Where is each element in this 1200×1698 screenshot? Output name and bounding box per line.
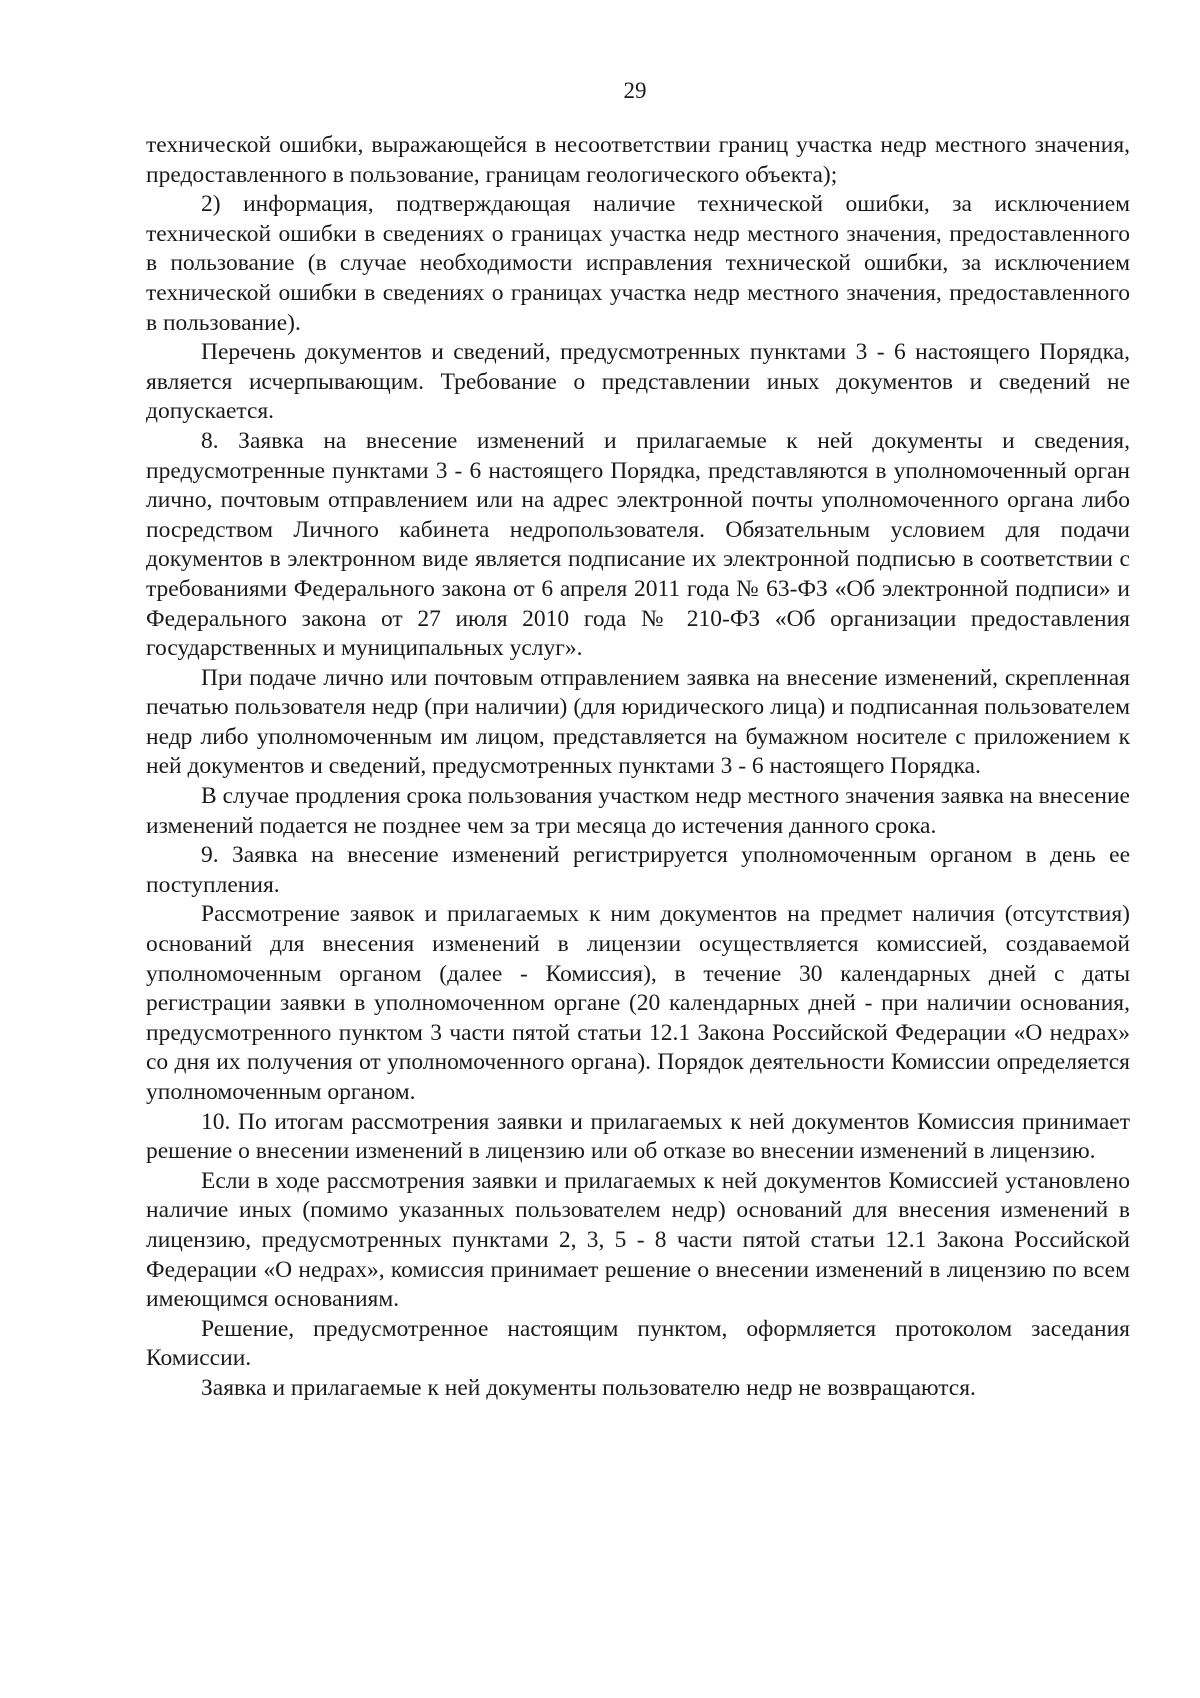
paragraph-paper-submission: При подаче лично или почтовым отправлением заявка на внесение изменений, скрепленная печатью пользователя недр (при наличии) (для юридического лица) и подписанная пользователем недр либо уполномоченным им лицом, представляется на бумажном носителе с приложением к ней документов и сведений, предусмотренных пунктами 3 - 6 настоящего Порядка. [146,664,1130,780]
page-number: 29 [623,78,647,103]
paragraph-commission-review: Рассмотрение заявок и прилагаемых к ним документов на предмет наличия (отсутствия) оснований для внесения изменений в лицензии осуществляется комиссией, создаваемой уполномоченным органом (далее - Комиссия), в течение 30 календарных дней с даты регистрации заявки в уполномоченном органе (20 календарных дней - при наличии основания, предусмотренного пунктом 3 части пятой статьи 12.1 Закона Российской Федерации «О недрах» со дня их получения от уполномоченного органа). Порядок деятельности Комиссии определяется уполномоченным органом. [146,901,1130,1105]
paragraph-not-returned: Заявка и прилагаемые к ней документы пользователю недр не возвращаются. [201,1374,976,1401]
paragraph-clause-8: 8. Заявка на внесение изменений и прилагаемые к ней документы и сведения, предусмотренные пунктами 3 - 6 настоящего Порядка, представляются в уполномоченный орган лично, почтовым отправлением или на адрес электронной почты уполномоченного органа либо посредством Личного кабинета недропользователя. Обязательным условием для подачи документов в электронном виде является подписание их электронной подписью в соответствии с требованиями Федерального закона от 6 апреля 2011 года № 63-ФЗ «Об электронной подписи» и Федерального закона от 27 июля 2010 года № 210-ФЗ «Об организации предоставления государственных и муниципальных услуг». [146,427,1130,662]
paragraph-other-grounds: Если в ходе рассмотрения заявки и прилагаемых к ней документов Комиссией установлено наличие иных (помимо указанных пользователем недр) оснований для внесения изменений в лицензию, предусмотренных пунктами 2, 3, 5 - 8 части пятой статьи 12.1 Закона Российской Федерации «О недрах», комиссия принимает решение о внесении изменений в лицензию по всем имеющимся основаниям. [146,1167,1130,1313]
paragraph-continuation: технической ошибки, выражающейся в несоответствии границ участка недр местного значения, предоставленного в пользование, границам геологического объекта); [146,132,1130,188]
paragraph-clause-10: 10. По итогам рассмотрения заявки и прилагаемых к ней документов Комиссия принимает решение о внесении изменений в лицензию или об отказе во внесении изменений в лицензию. [146,1108,1130,1165]
paragraph-clause-9: 9. Заявка на внесение изменений регистрируется уполномоченным органом в день ее поступления. [146,842,1130,898]
paragraph-item-2: 2) информация, подтверждающая наличие технической ошибки, за исключением технической ошибки в сведениях о границах участка недр местного значения, предоставленного в пользование (в случае необходимости исправления технической ошибки, за исключением технической ошибки в сведениях о границах участка недр местного значения, предоставленного в пользование). [146,191,1130,336]
paragraph-extension: В случае продления срока пользования участком недр местного значения заявка на внесение изменений подается не позднее чем за три месяца до истечения данного срока. [146,783,1130,839]
document-body [146,131,1130,1404]
paragraph-decision-protocol: Решение, предусмотренное настоящим пунктом, оформляется протоколом заседания Комиссии. [146,1315,1130,1372]
paragraph-document-list: Перечень документов и сведений, предусмотренных пунктами 3 - 6 настоящего Порядка, является исчерпывающим. Требование о представлении иных документов и сведений не допускается. [146,339,1130,425]
